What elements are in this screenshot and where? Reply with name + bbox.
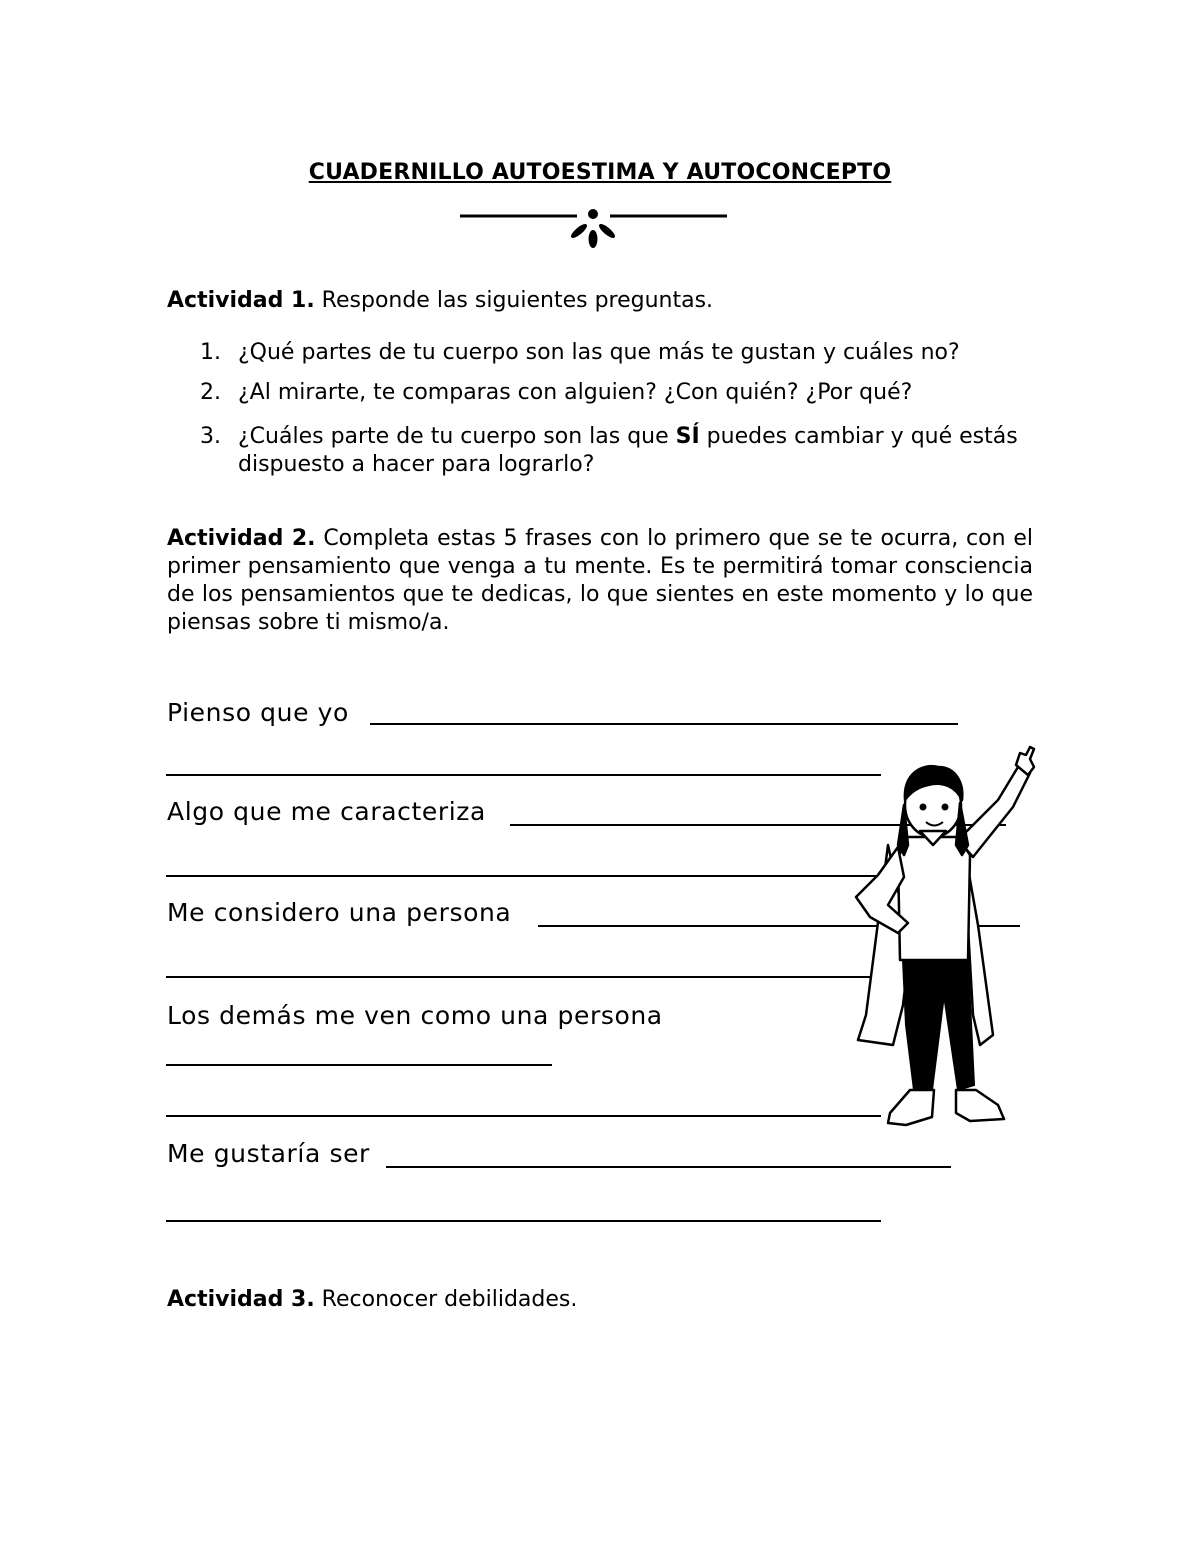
activity-1-label: Actividad 1. — [167, 288, 315, 313]
prompt-pienso-que-yo: Pienso que yo — [167, 698, 349, 727]
question-text: ¿Al mirarte, te comparas con alguien? ¿Con quién? ¿Por qué? — [238, 380, 913, 405]
answer-blank[interactable] — [166, 875, 881, 877]
question-text — [238, 423, 1038, 479]
activity-1-heading — [167, 287, 1033, 315]
prompt-algo-que-me-caracteriza: Algo que me caracteriza — [167, 797, 486, 826]
answer-blank[interactable] — [166, 1064, 552, 1066]
question-number: 3. — [200, 424, 221, 449]
activity-3-heading — [167, 1286, 1033, 1314]
ornament-divider-icon — [455, 203, 735, 253]
answer-blank[interactable] — [166, 976, 881, 978]
question-text-part: ¿Cuáles parte de tu cuerpo son las que — [238, 424, 676, 449]
prompt-me-considero: Me considero una persona — [167, 898, 512, 927]
question-number: 2. — [200, 380, 221, 405]
answer-blank[interactable] — [166, 774, 881, 776]
activity-2-instruction: Completa estas 5 frases con lo primero que se te ocurra, con el primer pensamiento que venga a tu mente. Es te permitirá tomar consciencia de los pensamientos que te dedicas, lo que sientes en este momento y lo que piensas sobre ti mismo/a. — [167, 526, 1033, 635]
question-text: ¿Qué partes de tu cuerpo son las que más te gustan y cuáles no? — [238, 340, 960, 365]
activity-2-label: Actividad 2. — [167, 526, 316, 551]
answer-blank[interactable] — [166, 1220, 881, 1222]
activity-1-instruction: Responde las siguientes preguntas. — [314, 288, 714, 313]
prompt-los-demas: Los demás me ven como una persona — [167, 1001, 663, 1030]
activity-2-heading — [167, 525, 1033, 637]
prompt-me-gustaria-ser: Me gustaría ser — [167, 1139, 370, 1168]
question-number: 1. — [200, 340, 221, 365]
page-title: CUADERNILLO AUTOESTIMA Y AUTOCONCEPTO — [308, 160, 892, 185]
superhero-child-illustration — [848, 745, 1038, 1135]
question-text-part: puedes cambiar y qué estás dispuesto a hacer para lograrlo? — [238, 424, 1018, 477]
activity-3-instruction: Reconocer debilidades. — [314, 1287, 578, 1312]
answer-blank[interactable] — [370, 723, 958, 725]
activity-3-label: Actividad 3. — [167, 1287, 315, 1312]
answer-blank[interactable] — [386, 1166, 951, 1168]
answer-blank[interactable] — [166, 1115, 881, 1117]
question-emphasis: SÍ — [675, 424, 700, 449]
